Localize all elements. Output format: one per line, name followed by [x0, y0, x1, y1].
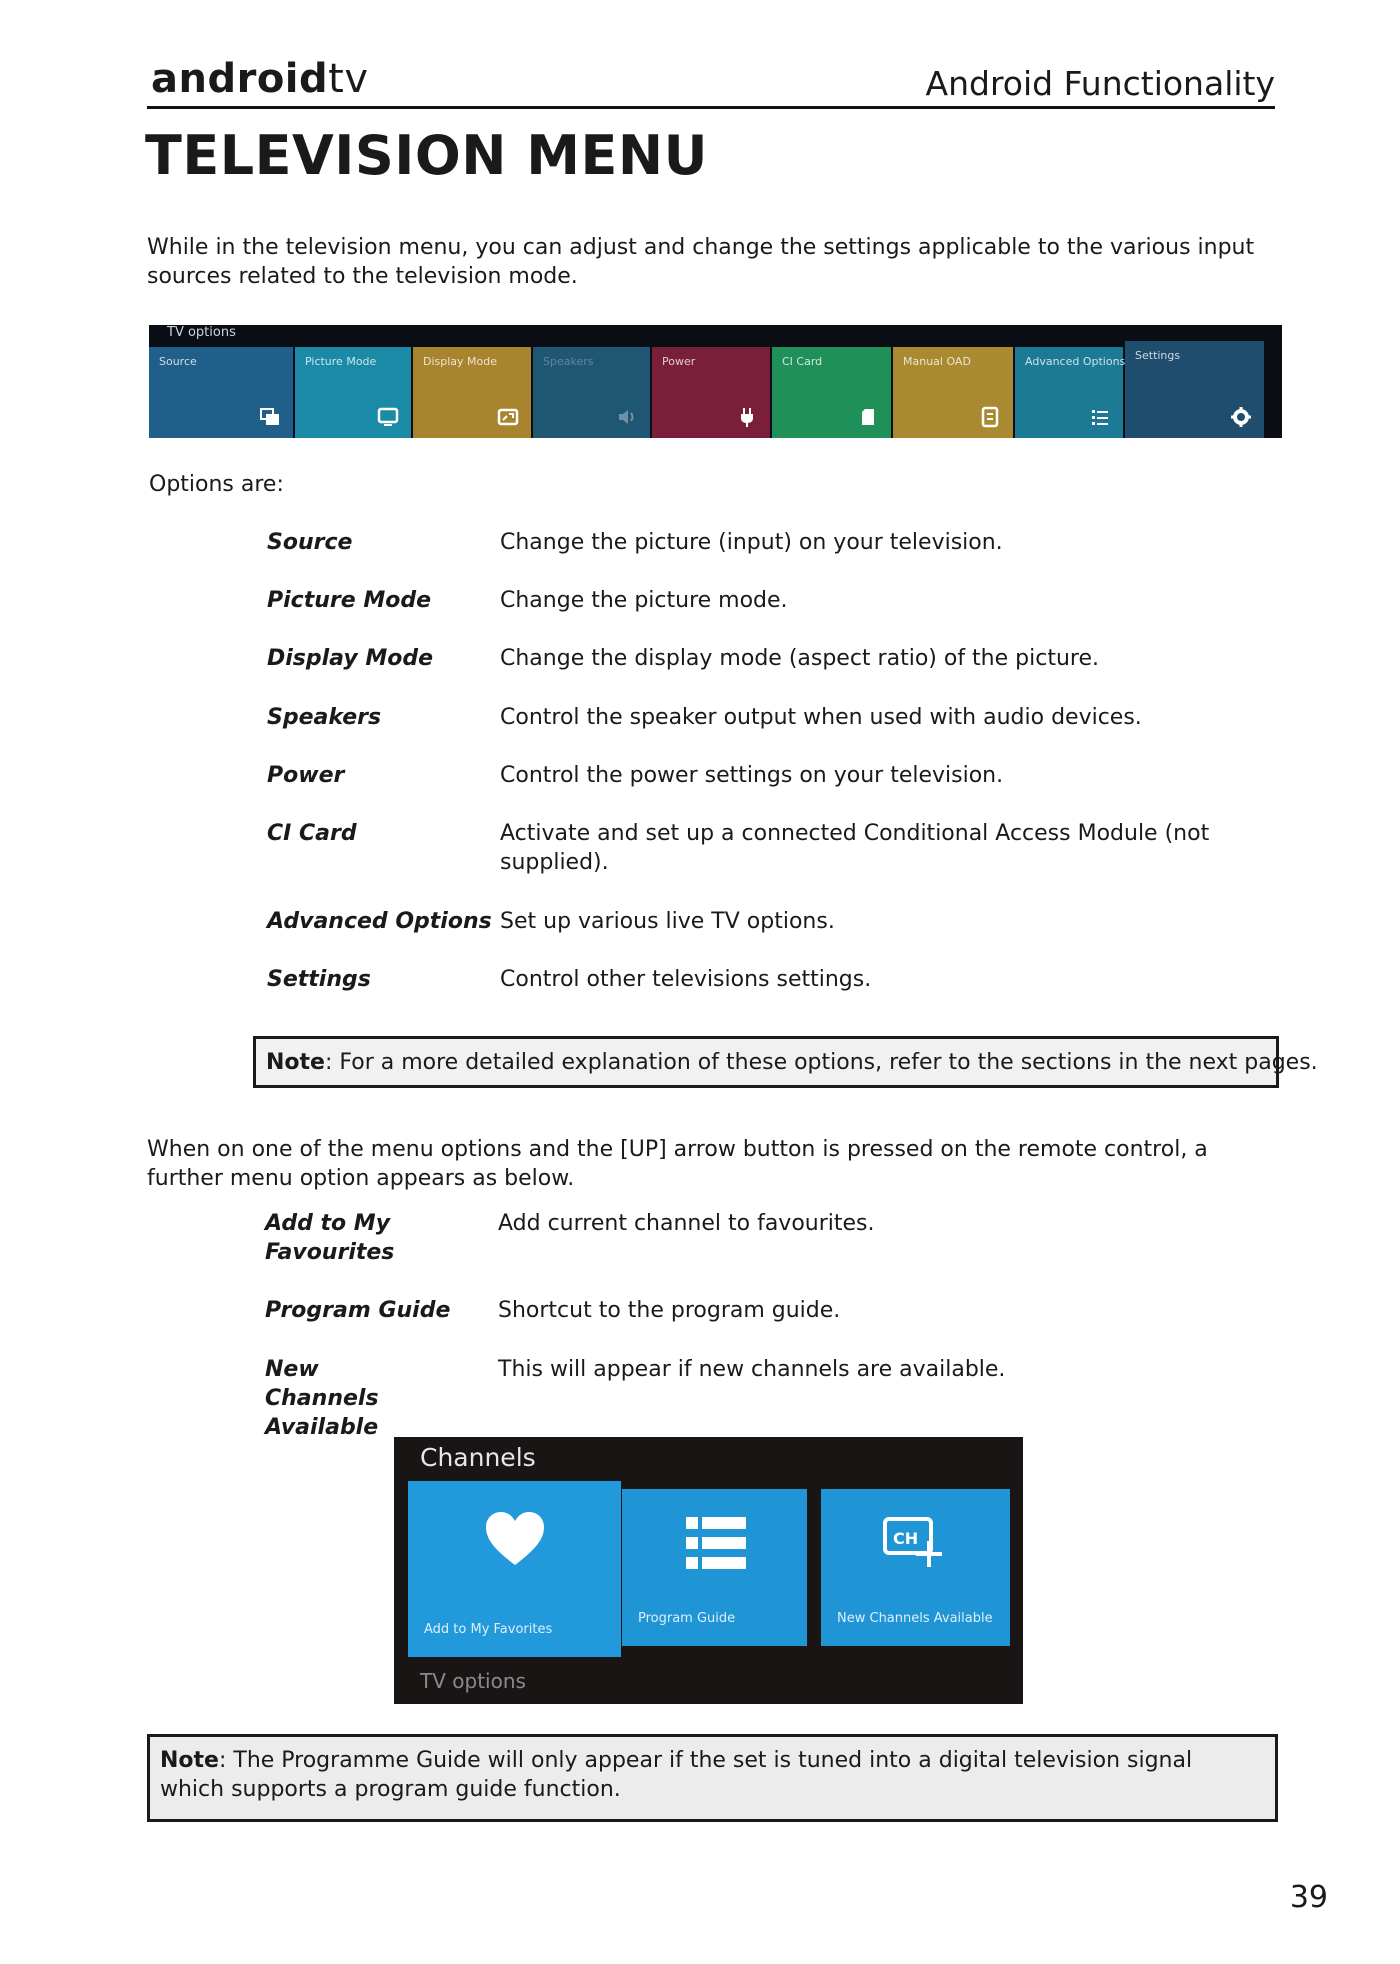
option-term: Display Mode: [267, 646, 434, 671]
option-description: Activate and set up a connected Conditional Access Module (not supplied).: [500, 821, 1210, 875]
intro-paragraph: While in the television menu, you can adjust and change the settings applicable to the various input sources related to the television mode.: [147, 235, 1255, 289]
source-icon: [259, 406, 281, 428]
logo-tv-text: tv: [328, 56, 369, 102]
tv-option-tile-source[interactable]: [149, 347, 293, 438]
note-label: Note: [160, 1748, 219, 1773]
header-rule: [147, 106, 1275, 109]
option-description: Change the picture (input) on your television.: [500, 530, 1003, 555]
tile-label: Speakers: [543, 355, 594, 368]
tv-options-strip: [149, 325, 1282, 438]
option-term: Power: [267, 763, 345, 788]
channels-title: Channels: [420, 1443, 536, 1472]
option-description: This will appear if new channels are available.: [498, 1357, 1006, 1382]
channel-tile-program-guide[interactable]: [622, 1489, 807, 1646]
option-description: Change the picture mode.: [500, 588, 788, 613]
tile-label: Program Guide: [638, 1611, 736, 1626]
tile-label: Settings: [1135, 349, 1181, 362]
channels-panel: [394, 1437, 1023, 1704]
page-number: 39: [1289, 1880, 1328, 1915]
option-description: Add current channel to favourites.: [498, 1211, 875, 1236]
option-term: Add to My Favourites: [265, 1211, 395, 1265]
note-label: Note: [266, 1050, 325, 1075]
option-term: Source: [267, 530, 353, 555]
option-term: Speakers: [267, 705, 382, 730]
options-intro: Options are:: [149, 472, 284, 497]
option-term: Picture Mode: [267, 588, 431, 613]
svg-text:CH: CH: [893, 1529, 919, 1548]
up-arrow-paragraph: When on one of the menu options and the [UP] arrow button is pressed on the remote control, a further menu option appears as below.: [147, 1137, 1208, 1191]
page-title: TELEVISION MENU: [145, 124, 708, 187]
option-description: Control other televisions settings.: [500, 967, 872, 992]
note-box: [253, 1036, 1318, 1088]
option-description: Set up various live TV options.: [500, 909, 835, 934]
heart-icon: [484, 1511, 546, 1567]
tile-label: Manual OAD: [903, 355, 971, 368]
channel-plus-icon: [883, 1515, 949, 1571]
option-term: Advanced Options: [267, 909, 492, 934]
gear-icon: [1230, 406, 1252, 428]
tile-label: Power: [662, 355, 696, 368]
note-body: : For a more detailed explanation of these options, refer to the sections in the next pages.: [324, 1050, 1318, 1075]
tv-option-tile-display-mode[interactable]: [413, 347, 531, 438]
note-text: [160, 1746, 1260, 1804]
oad-icon: [979, 406, 1001, 428]
note-body: : The Programme Guide will only appear if the set is tuned into a digital television signal which supports a program guide function.: [160, 1748, 1193, 1802]
option-term: CI Card: [267, 821, 357, 846]
option-term: New Channels Available: [265, 1357, 379, 1440]
tile-label: Display Mode: [423, 355, 498, 368]
tv-option-tile-speakers[interactable]: [533, 347, 650, 438]
power-plug-icon: [736, 406, 758, 428]
option-description: Shortcut to the program guide.: [498, 1298, 841, 1323]
note-box: [147, 1734, 1278, 1822]
logo-android-text: android: [151, 56, 329, 102]
tv-option-tile-advanced-options[interactable]: [1015, 347, 1126, 438]
androidtv-logo: [151, 56, 369, 102]
tile-label: Add to My Favorites: [424, 1622, 553, 1637]
tile-label: Source: [159, 355, 197, 368]
tv-option-tile-manual-oad[interactable]: [893, 347, 1013, 438]
option-description: Control the power settings on your television.: [500, 763, 1004, 788]
list-settings-icon: [1089, 406, 1111, 428]
option-description: Change the display mode (aspect ratio) of the picture.: [500, 646, 1099, 671]
tv-option-tile-settings[interactable]: [1125, 341, 1264, 438]
section-title: Android Functionality: [925, 64, 1275, 103]
aspect-ratio-icon: [497, 406, 519, 428]
list-icon: [686, 1517, 746, 1569]
tv-option-tile-ci-card[interactable]: [772, 347, 891, 438]
tv-options-label: TV options: [167, 325, 236, 340]
tile-label: CI Card: [782, 355, 823, 368]
channel-tile-new-channels[interactable]: [821, 1489, 1010, 1646]
tv-options-footer: TV options: [420, 1669, 526, 1693]
monitor-icon: [377, 406, 399, 428]
channel-tile-add-favorites[interactable]: [408, 1481, 621, 1657]
speaker-icon: [616, 406, 638, 428]
tile-label: Picture Mode: [305, 355, 377, 368]
option-description: Control the speaker output when used with audio devices.: [500, 705, 1142, 730]
option-term: Program Guide: [265, 1298, 451, 1323]
option-term: Settings: [267, 967, 371, 992]
note-text: [266, 1048, 1318, 1077]
ci-card-icon: [857, 406, 879, 428]
tv-option-tile-picture-mode[interactable]: [295, 347, 411, 438]
tile-label: Advanced Options: [1025, 355, 1126, 368]
tv-option-tile-power[interactable]: [652, 347, 770, 438]
tile-label: New Channels Available: [837, 1611, 993, 1626]
